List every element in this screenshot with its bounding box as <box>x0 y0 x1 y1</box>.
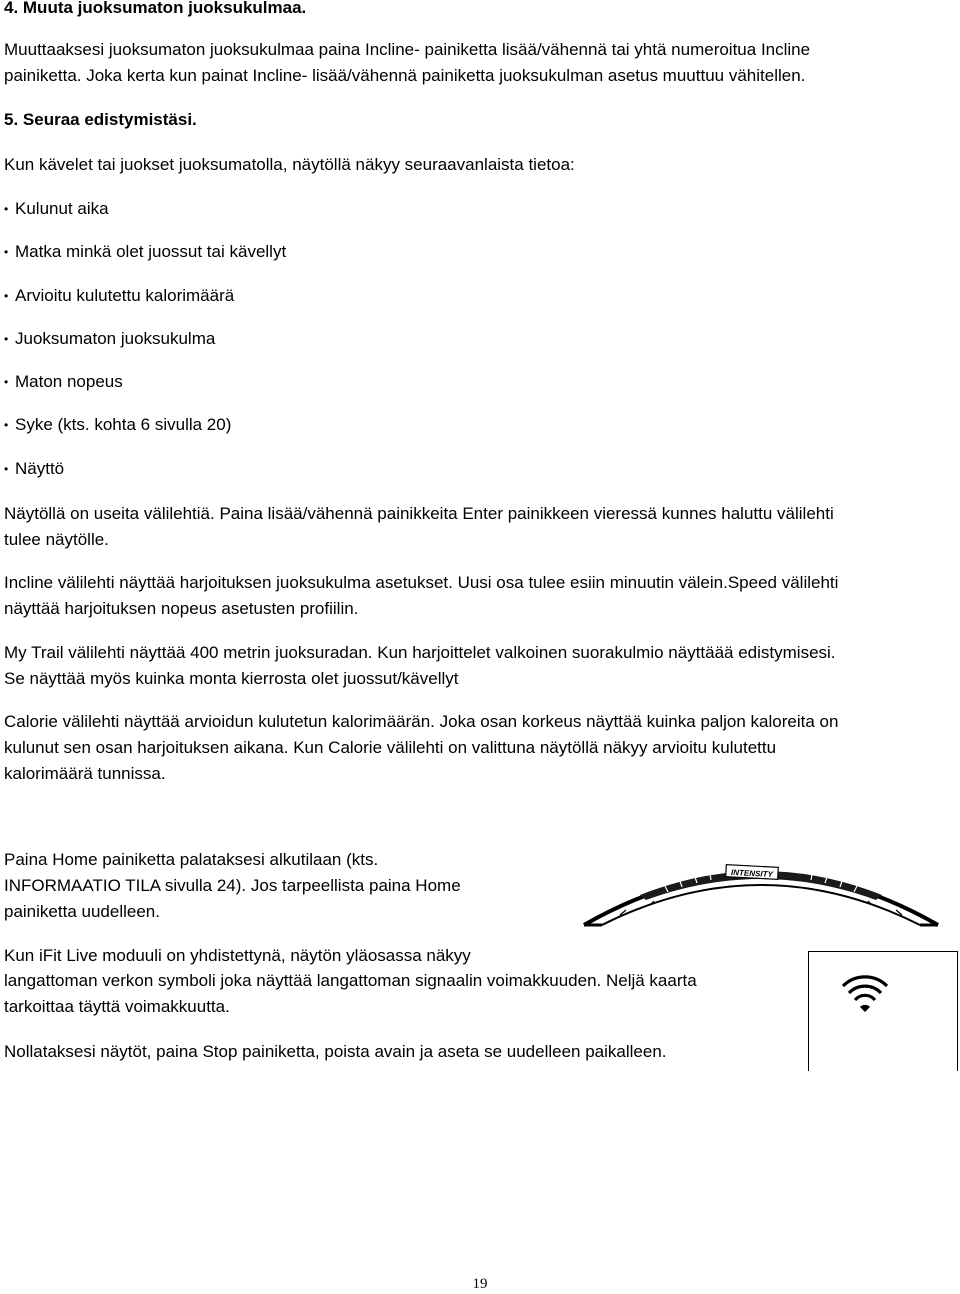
home-line-3: painiketta uudelleen. <box>4 902 160 921</box>
arch-inner-stroke <box>602 885 920 925</box>
paragraph-calorie-line-3: kalorimäärä tunnissa. <box>4 764 166 783</box>
bullet-item: • Näyttö <box>4 456 64 482</box>
section-5-heading: 5. Seuraa edistymistäsi. <box>4 110 197 129</box>
paragraph-tabs-line-1: Näytöllä on useita välilehtiä. Paina lisää/vähennä painikkeita Enter painikkeen vieressä kunnes haluttu välilehti <box>4 504 834 523</box>
section-4-line-1: Muuttaaksesi juoksumaton juoksukulmaa paina Incline- painiketta lisää/vähennä tai yhtä numeroitua Incline <box>4 40 811 59</box>
ifit-line-1: Kun iFit Live moduuli on yhdistettynä, näytön yläosassa näkyy <box>4 946 471 965</box>
bullet-item: • Arvioitu kulutettu kalorimäärä <box>4 283 234 309</box>
paragraph-tabs-line-2: tulee näytölle. <box>4 530 109 549</box>
section-4-heading: 4. Muuta juoksumaton juoksukulmaa. <box>4 0 307 17</box>
section-4-line-2: painiketta. Joka kerta kun painat Incline- lisää/vähennä painiketta juoksukulman asetus muuttuu vähitellen. <box>4 66 806 85</box>
arch-outer-stroke <box>584 874 938 925</box>
paragraph-incline-line-1: Incline välilehti näyttää harjoituksen juoksukulma asetukset. Uusi osa tulee esiin minuutin välein.Speed välilehti <box>4 573 839 592</box>
bullet-item: • Syke (kts. kohta 6 sivulla 20) <box>4 412 231 438</box>
ifit-line-2: langattoman verkon symboli joka näyttää langattoman signaalin voimakkuuden. Neljä kaarta <box>4 971 697 990</box>
bullet-item: • Maton nopeus <box>4 369 123 395</box>
reset-text: Nollataksesi näytöt, paina Stop painiketta, poista avain ja aseta se uudelleen paikalleen. <box>4 1042 667 1061</box>
wifi-icon <box>841 968 889 1016</box>
paragraph-calorie-line-2: kulunut sen osan harjoituksen aikana. Kun Calorie välilehti on valittuna näytöllä näkyy arvioitu kulutettu <box>4 738 777 757</box>
bullet-item: • Matka minkä olet juossut tai kävellyt <box>4 239 286 265</box>
bullet-item: • Kulunut aika <box>4 196 109 222</box>
intensity-label: INTENSITY <box>730 867 774 880</box>
page-number: 19 <box>472 1276 488 1292</box>
ifit-line-3: tarkoittaa täyttä voimakkuutta. <box>4 997 230 1016</box>
paragraph-incline-line-2: näyttää harjoituksen nopeus asetusten profiilin. <box>4 599 359 618</box>
arch-tick-marks <box>620 901 902 915</box>
paragraph-calorie-line-1: Calorie välilehti näyttää arvioidun kulutetun kalorimäärän. Joka osan korkeus näyttää kuinka paljon kaloreita on <box>4 712 839 731</box>
section-5-intro: Kun kävelet tai juokset juoksumatolla, näytöllä näkyy seuraavanlaista tietoa: <box>4 155 575 174</box>
intensity-arch-illustration <box>580 853 942 945</box>
home-line-1: Paina Home painiketta palataksesi alkutilaan (kts. <box>4 850 379 869</box>
bullet-item: • Juoksumaton juoksukulma <box>4 326 215 352</box>
paragraph-mytrail-line-1: My Trail välilehti näyttää 400 metrin juoksuradan. Kun harjoittelet valkoinen suorakulmio näyttäää edistymisesi. <box>4 643 836 662</box>
home-line-2: INFORMAATIO TILA sivulla 24). Jos tarpeellista paina Home <box>4 876 461 895</box>
paragraph-mytrail-line-2: Se näyttää myös kuinka monta kierrosta olet juossut/kävellyt <box>4 669 459 688</box>
